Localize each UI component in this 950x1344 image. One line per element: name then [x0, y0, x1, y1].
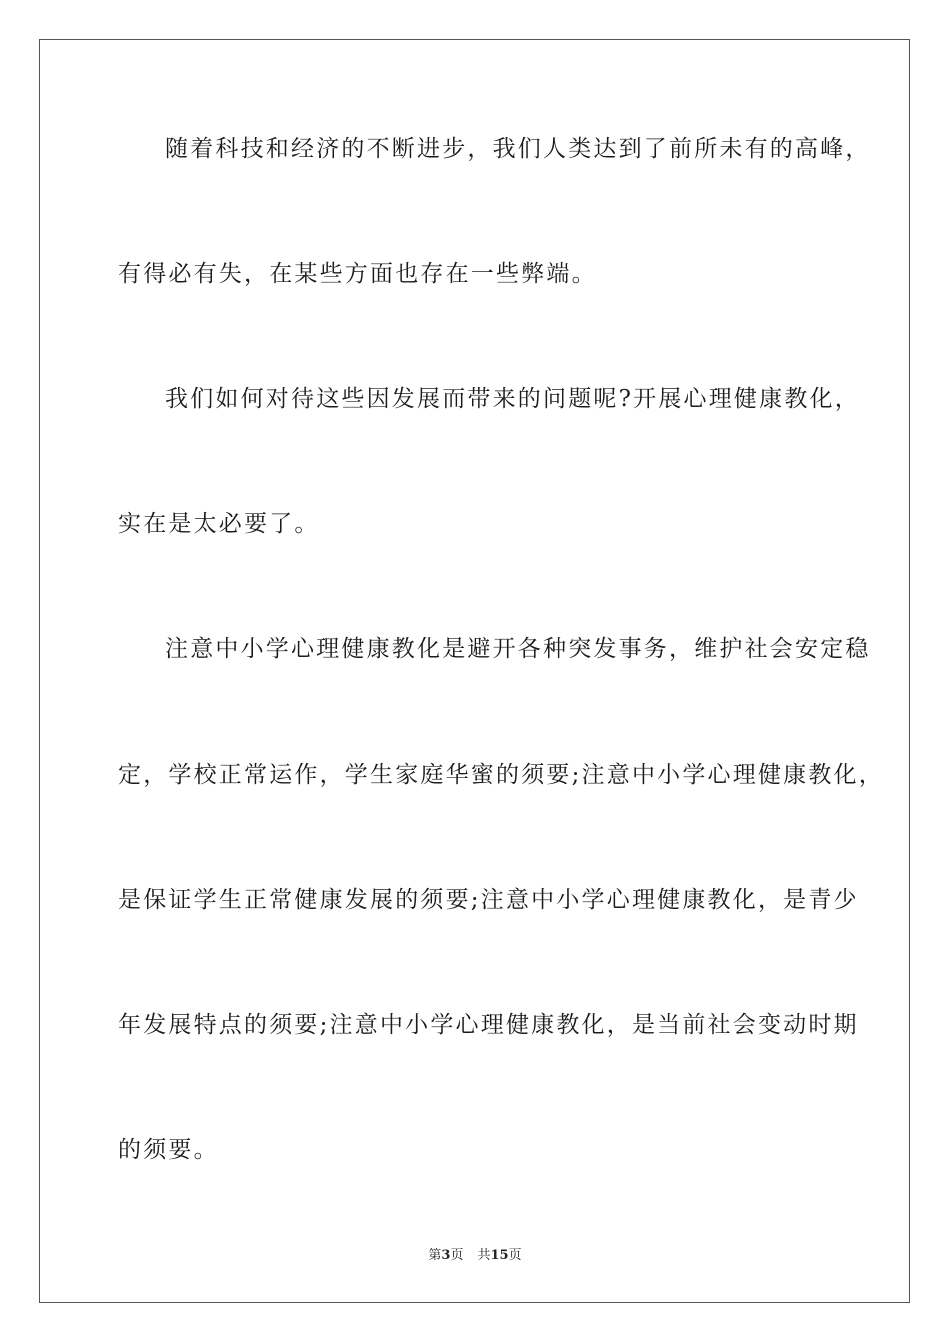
paragraph-3-line-2: 定，学校正常运作，学生家庭华蜜的须要;注意中小学心理健康教化，: [118, 762, 884, 788]
page-prefix: 第: [428, 1248, 442, 1263]
paragraph-1-line-1: 随着科技和经济的不断进步，我们人类达到了前所未有的高峰，: [165, 136, 871, 162]
paragraph-1-line-2: 有得必有失，在某些方面也存在一些弊端。: [118, 261, 597, 287]
paragraph-3-line-4: 年发展特点的须要;注意中小学心理健康教化，是当前社会变动时期: [118, 1012, 859, 1038]
page-border: [39, 39, 910, 1303]
total-pages-number: 15: [490, 1248, 509, 1263]
paragraph-3-line-3: 是保证学生正常健康发展的须要;注意中小学心理健康教化，是青少: [118, 887, 859, 913]
page-suffix: 页: [450, 1248, 464, 1263]
paragraph-2-line-2: 实在是太必要了。: [118, 511, 320, 537]
page-footer: [0, 1247, 950, 1265]
paragraph-3-line-5: 的须要。: [118, 1137, 219, 1163]
current-page-number: 3: [441, 1248, 451, 1263]
paragraph-3-line-1: 注意中小学心理健康教化是避开各种突发事务，维护社会安定稳: [165, 636, 871, 662]
paragraph-2-line-1: 我们如何对待这些因发展而带来的问题呢?开展心理健康教化，: [165, 386, 860, 412]
total-prefix: 共: [477, 1248, 491, 1263]
total-suffix: 页: [508, 1248, 522, 1263]
